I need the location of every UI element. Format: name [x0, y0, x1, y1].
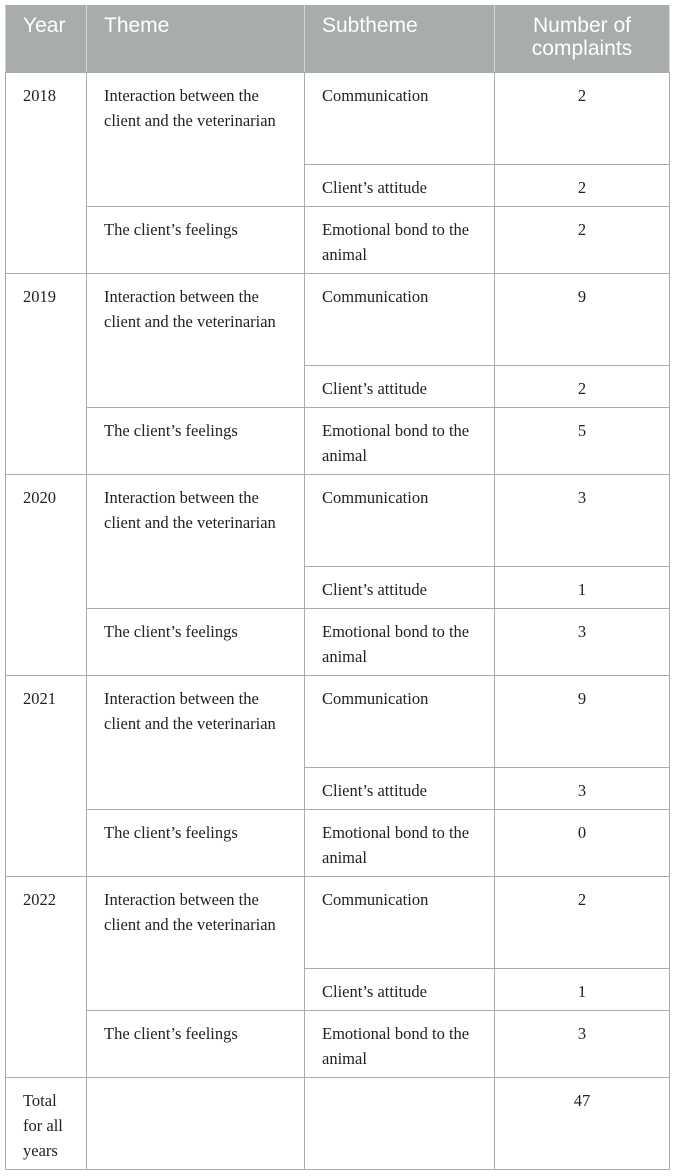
table-row: [6, 609, 670, 676]
subtheme-cell: Emotional bond to the animal: [305, 1011, 495, 1078]
table-row: [6, 73, 670, 165]
count-cell: 3: [495, 768, 670, 810]
theme-cell: Interaction between the client and the veterinarian: [87, 274, 305, 408]
table-row: [6, 676, 670, 768]
theme-cell: The client’s feelings: [87, 408, 305, 475]
year-cell: 2022: [6, 877, 87, 1078]
count-cell: 2: [495, 366, 670, 408]
subtheme-cell: Communication: [305, 877, 495, 969]
count-cell: 2: [495, 877, 670, 969]
theme-cell: The client’s feelings: [87, 207, 305, 274]
subtheme-cell: Communication: [305, 73, 495, 165]
count-cell: 0: [495, 810, 670, 877]
total-row: [6, 1078, 670, 1170]
table-row: [6, 408, 670, 475]
count-cell: 1: [495, 567, 670, 609]
total-subtheme-empty: [305, 1078, 495, 1170]
theme-cell: The client’s feelings: [87, 810, 305, 877]
table-row: [6, 274, 670, 366]
complaints-table: [5, 5, 670, 1170]
year-cell: 2020: [6, 475, 87, 676]
subtheme-cell: Communication: [305, 475, 495, 567]
table-row: [6, 1011, 670, 1078]
subtheme-cell: Communication: [305, 676, 495, 768]
theme-cell: Interaction between the client and the veterinarian: [87, 676, 305, 810]
subtheme-cell: Client’s attitude: [305, 567, 495, 609]
count-cell: 3: [495, 609, 670, 676]
subtheme-cell: Communication: [305, 274, 495, 366]
count-cell: 3: [495, 1011, 670, 1078]
theme-cell: Interaction between the client and the veterinarian: [87, 475, 305, 609]
subtheme-cell: Client’s attitude: [305, 768, 495, 810]
year-cell: 2018: [6, 73, 87, 274]
subtheme-cell: Emotional bond to the animal: [305, 810, 495, 877]
subtheme-cell: Emotional bond to the animal: [305, 207, 495, 274]
table-row: [6, 810, 670, 877]
subtheme-cell: Emotional bond to the animal: [305, 609, 495, 676]
table-row: [6, 475, 670, 567]
total-theme-empty: [87, 1078, 305, 1170]
header-year: Year: [6, 6, 87, 73]
count-cell: 2: [495, 165, 670, 207]
total-label: Total for all years: [6, 1078, 87, 1170]
subtheme-cell: Client’s attitude: [305, 165, 495, 207]
theme-cell: The client’s feelings: [87, 1011, 305, 1078]
count-cell: 1: [495, 969, 670, 1011]
count-cell: 5: [495, 408, 670, 475]
table-body: [6, 73, 670, 1170]
count-cell: 9: [495, 676, 670, 768]
subtheme-cell: Client’s attitude: [305, 366, 495, 408]
count-cell: 2: [495, 73, 670, 165]
header-number-of-complaints: Number of complaints: [495, 6, 670, 73]
count-cell: 3: [495, 475, 670, 567]
count-cell: 2: [495, 207, 670, 274]
subtheme-cell: Client’s attitude: [305, 969, 495, 1011]
header-theme: Theme: [87, 6, 305, 73]
table-row: [6, 207, 670, 274]
year-cell: 2019: [6, 274, 87, 475]
theme-cell: Interaction between the client and the veterinarian: [87, 877, 305, 1011]
theme-cell: Interaction between the client and the veterinarian: [87, 73, 305, 207]
table-row: [6, 877, 670, 969]
header-subtheme: Subtheme: [305, 6, 495, 73]
count-cell: 9: [495, 274, 670, 366]
header-row: [6, 6, 670, 73]
total-value: 47: [495, 1078, 670, 1170]
theme-cell: The client’s feelings: [87, 609, 305, 676]
year-cell: 2021: [6, 676, 87, 877]
subtheme-cell: Emotional bond to the animal: [305, 408, 495, 475]
